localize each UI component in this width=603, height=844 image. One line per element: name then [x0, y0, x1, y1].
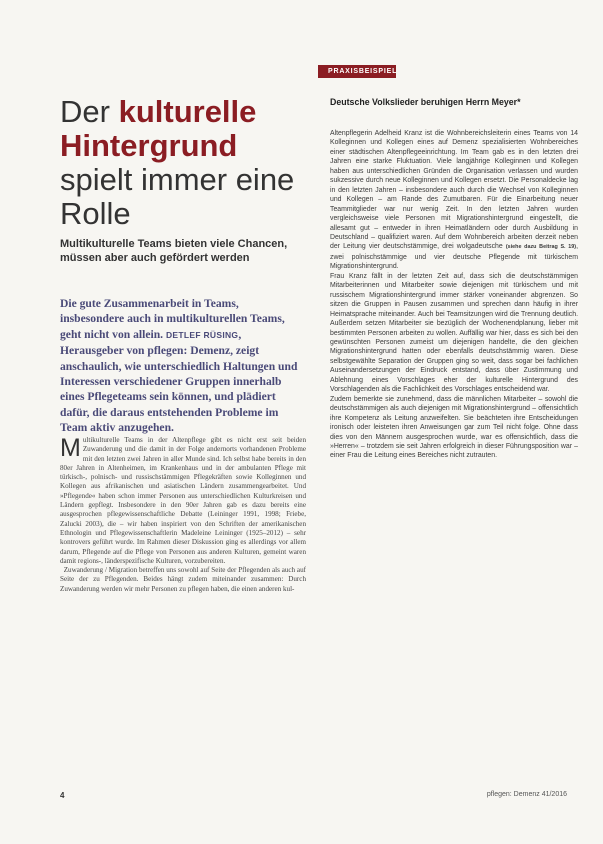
title-accent: kulturelle Hintergrund	[60, 94, 257, 163]
right-paragraph-3: Zudem bemerkte sie zunehmend, dass die männlichen Mitarbeiter – sowohl die deutschstämmigen als auch diejenigen mit Migrationshintergrund – offensichtlich ihre Kompetenz als Leitung anzweifelten. Sie beächteten ihre Entscheidungen ironisch oder leisteten ihren Anweisungen gar zum Teil nicht folge. Ohne dass dies von den Männern ausgesprochen wurde, war es offensichtlich, dass die »Herren« – trotzdem sie seit Jahren erfolgreich in dieser Führungsposition war – einer Frau die Leitung eines Bereiches nicht zutrauten.	[330, 395, 578, 460]
right-paragraph-2: Frau Kranz fällt in der letzten Zeit auf, dass sich die deutschstämmigen Mitarbeiterinnen und Mitarbeiter sowie diejenigen mit türkischem und mit russischem Migrationshintergrund immer stärker voneinander abgrenzen. So sitzen die Gruppen in Pausen zusammen und sprechen dann häufig in ihrer Heimatsprache miteinander. Auch bei Teamsitzungen wird die Trennung deutlich. Außerdem setzen Mitarbeiter sie bezüglich der Wochenendplanung, lieber mit bestimmten Personen arbeiten zu wollen. Auffällig war hier, dass es sich bei den gewünschten Personen zumeist um diejenigen handelte, die den gleichen Migrationshintergrund hatten oder ebenfalls deutschstämmig waren. Diese selbstgewählte Separation der Gruppen ging so weit, dass sogar bei fachlichen Auseinandersetzungen der Eindruck entstand, dass über Zustimmung und Ablehnung eines Vorschlages eher der kulturelle Hintergrund des Vorschlagenden als die Fachlichkeit des Vorschlages entscheidend war.	[330, 272, 578, 394]
title-part-1: Der	[60, 94, 119, 129]
right-paragraph-1	[330, 129, 578, 272]
lead-author: DETLEF RÜSING	[165, 329, 239, 340]
left-paragraph-2-text: Zuwanderung / Migration betreffen uns sowohl auf Seite der Pflegenden als auch auf Seite der zu Pflegenden. Beides hängt zudem miteinander zusammen: Durch Zuwanderung werden wir mehr Personen zu pflegen haben, die einen anderen kul-	[60, 566, 306, 593]
page-number: 4	[60, 791, 65, 800]
left-column-body	[60, 436, 306, 594]
journal-name: pflegen: Demenz 41/2016	[486, 791, 567, 798]
section-tag: PRAXISBEISPIEL	[318, 65, 396, 78]
right-paragraph-1b-text: , zwei polnischstämmige und vier deutsche Pflegende mit türkischem Migrationshintergrund.	[330, 243, 578, 271]
left-paragraph-2	[60, 566, 306, 594]
left-paragraph-1-text: ultikulturelle Teams in der Altenpflege gibt es nicht erst seit beiden Zuwanderung und die damit in der Folge andernorts vorhandenen Probleme mit den letzten zwei Jahren in aller Munde sind. Ich selbst habe bereits in den 80er Jahren in Altenheimen, im Krankenhaus und in der ambulanten Pflege mit türkisch-, polnisch- und russischstämmigen Pflegekräften sowie Kolleginnen und Kollegen aus afrikanischen und asiatischen Ländern zusammengearbeitet. Und »Pflegende« haben schon immer Personen aus unterschiedlichen Kulturkreisen und Ländern gepflegt. Insbesondere in den 90er Jahren gab es dazu bereits eine ausgesprochen pflegewissenschaftliche Debatte (Leininger 1991, 1998; Friebe, Zalucki 2003), die – wir haben inspiriert von den Schriften der amerikanischen Ethnologin und Pflegewissenschaftlerin Madeleine Leininger (1925–2012) – sehr kontrovers geführt wurde. Im Rahmen dieser Diskussion ging es allerdings vor allem darum, Pflegende auf die Pflege von Personen aus anderen Kulturen, gemeint waren damit regions-, länderspezifische Kulturen, vorzubereiten.	[60, 436, 306, 565]
article-title	[60, 95, 310, 231]
right-column-body	[330, 129, 578, 461]
article-subtitle: Multikulturelle Teams bieten viele Chancen, müssen aber auch gefördert werden	[60, 238, 288, 264]
right-paragraph-1-text: Altenpflegerin Adelheid Kranz ist die Wohnbereichsleiterin eines Teams von 14 Kolleginnen und Kollegen eines auf Demenz spezialisierten Wohnbereiches einer städtischen Altenpflegeeinrichtung. Im Team gab es in den letzten drei Jahren eine starke Fluktuation. Viele langjährige Kolleginnen und Kollegen haben aus unterschiedlichen Gründen die Organisation verlassen und wurden sukzessive durch neue Kolleginnen und Kollegen ersetzt. Die Personaldecke lag in den letzten Jahren – insbesondere auch durch die Wechsel von Kolleginnen und Kollegen – am Rande des Zumutbaren. Für die Einarbeitung neuer Teammitglieder war nur wenig Zeit. In den letzten Jahren wurden vergleichsweise viele Personen mit Migrationshintergrund eingestellt, die allesamt gut – entweder in ihren Heimatländern oder durch Ausbildung in Deutschland – qualifiziert waren. Auf dem Wohnbereich arbeiten derzeit neben der Leitung vier deutschstämmige, drei wolgadeutsche	[330, 130, 578, 251]
title-part-2: spielt immer eine Rolle	[60, 162, 295, 231]
left-paragraph-1	[60, 436, 306, 566]
sidebar-heading: Deutsche Volkslieder beruhigen Herrn Meyer*	[330, 97, 521, 107]
lead-text-1: Die gute Zusammenarbeit in Teams, insbesondere auch in multikulturellen Teams, geht nicht von allein.	[60, 297, 285, 341]
inline-reference: (siehe dazu Beitrag S. 19)	[505, 244, 577, 251]
lead-text-2: , Herausgeber von pflegen: Demenz, zeigt anschaulich, wie unterschiedlich Haltungen und Interessen verschiedener Gruppen innerhalb eines Pflegeteams sein können, und plädiert dafür, die daraus entstehenden Probleme im Team aktiv anzugehen.	[60, 327, 298, 435]
drop-cap: M	[60, 434, 81, 462]
article-lead	[60, 296, 305, 436]
